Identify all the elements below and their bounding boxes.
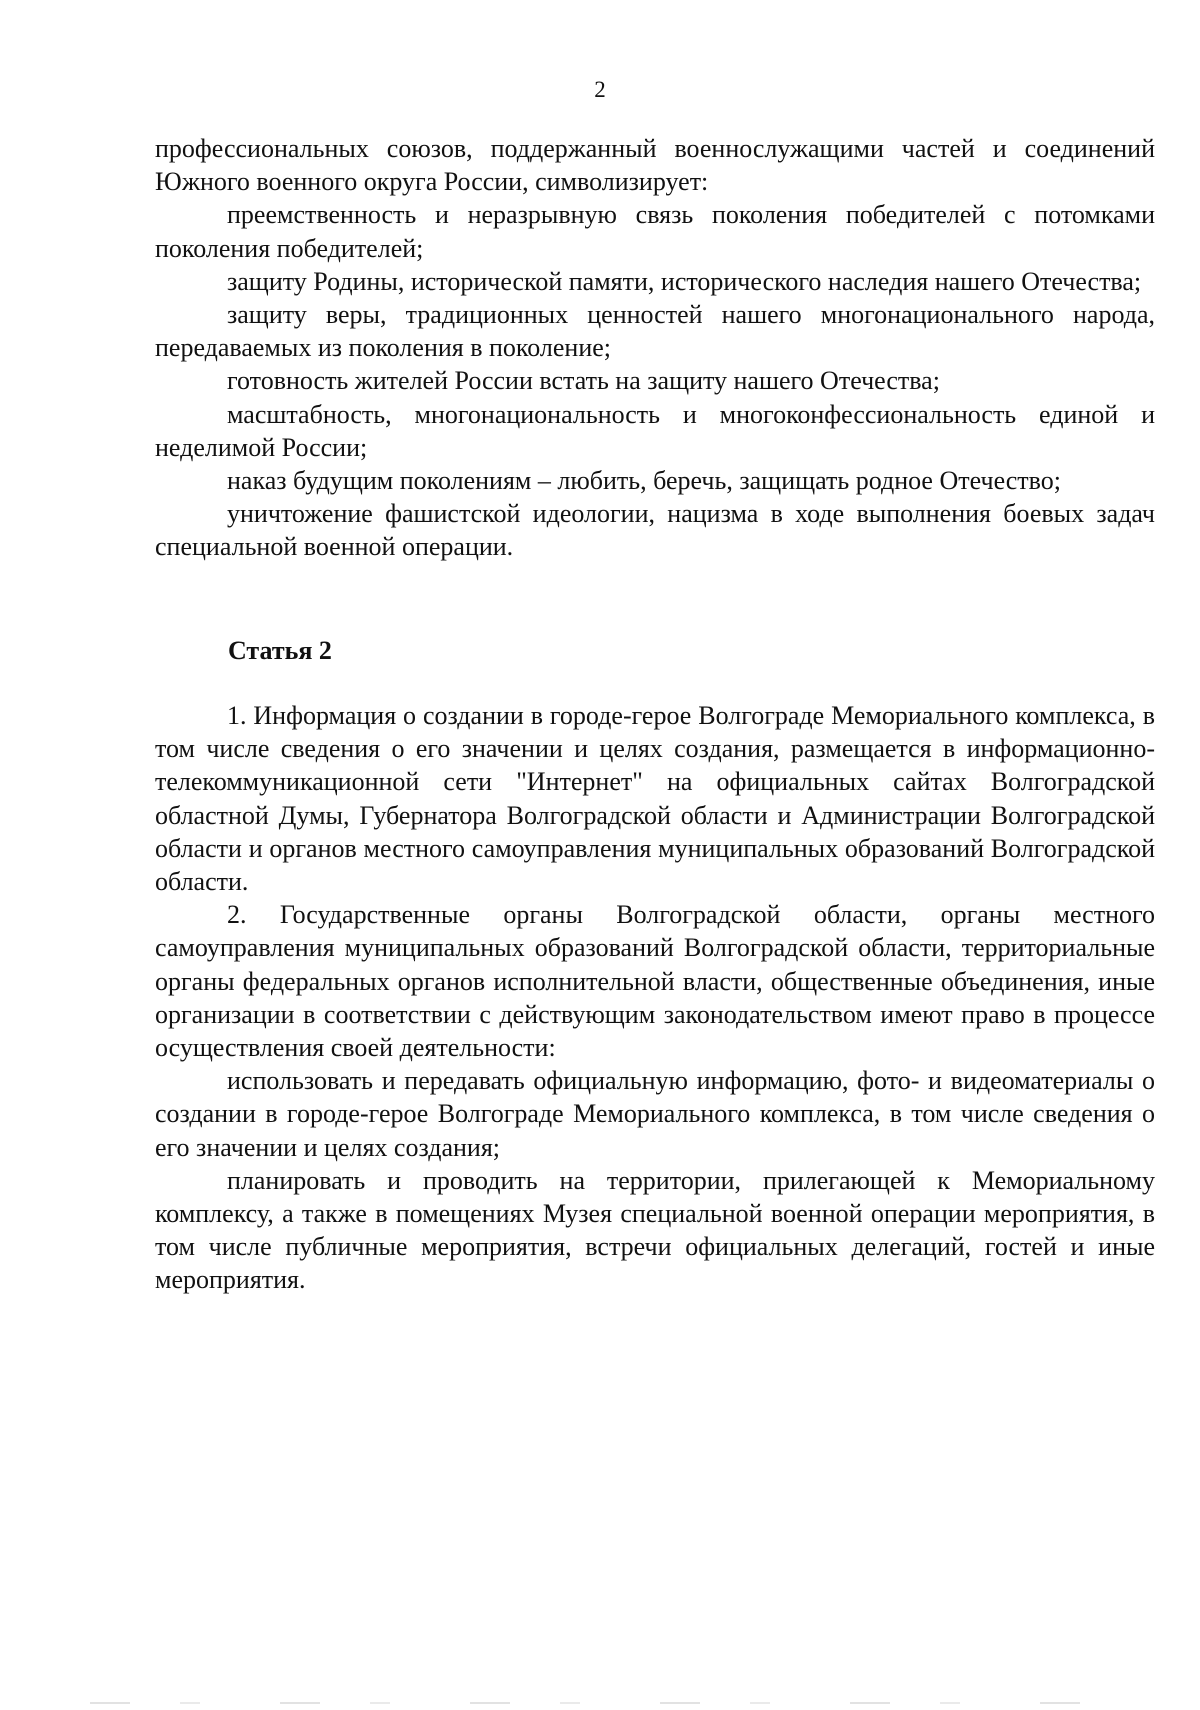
list-item-homeland-defense: защиту Родины, исторической памяти, исторического наследия нашего Отечества; — [227, 266, 1142, 296]
list-item-succession: преемственность и неразрывную связь поколения победителей с потомками поколения победителей; — [155, 200, 1155, 263]
article-2-right-use-materials: использовать и передавать официальную информацию, фото- и видеоматериалы о создании в городе-герое Волгограде Мемориального комплекса, в том числе сведения о его значении и целях создания; — [155, 1066, 1155, 1162]
list-item-unity: масштабность, многонациональность и многоконфессиональность единой и неделимой России; — [155, 399, 1155, 462]
list-item-faith-values: защиту веры, традиционных ценностей нашего многонационального народа, передаваемых из поколения в поколение; — [155, 300, 1155, 363]
paragraph-continuation: профессиональных союзов, поддержанный военнослужащими частей и соединений Южного военного округа России, символизирует: — [155, 134, 1155, 197]
page-number: 2 — [594, 77, 606, 102]
scan-artifact-line — [90, 1702, 1110, 1704]
article-2-body — [155, 699, 1155, 1297]
list-item-readiness: готовность жителей России встать на защиту нашего Отечества; — [227, 366, 940, 396]
list-item-ideology: уничтожение фашистской идеологии, нацизма в ходе выполнения боевых задач специальной военной операции. — [155, 499, 1155, 562]
list-item-mandate: наказ будущим поколениям – любить, беречь, защищать родное Отечество; — [227, 466, 1061, 496]
article-2-right-events: планировать и проводить на территории, прилегающей к Мемориальному комплексу, а также в помещениях Музея специальной военной операции мероприятия, в том числе публичные мероприятия, встречи официальных делегаций, гостей и иные мероприятия. — [155, 1165, 1155, 1295]
article-2-clause-2: 2. Государственные органы Волгоградской области, органы местного самоуправления муниципальных образований Волгоградской области, территориальные органы федеральных органов исполнительной власти, общественные объединения, иные организации в соответствии с действующим законодательством имеют право в процессе осуществления своей деятельности: — [155, 900, 1155, 1063]
article-1-continuation — [155, 132, 1155, 564]
article-2-clause-1: 1. Информация о создании в городе-герое Волгограде Мемориального комплекса, в том числе сведения о его значении и целях создания, размещается в информационно-телекоммуникационной сети "Интернет" на официальных сайтах Волгоградской областной Думы, Губернатора Волгоградской области и Администрации Волгоградской области и органов местного самоуправления муниципальных образований Волгоградской области. — [155, 701, 1155, 897]
article-2-heading: Статья 2 — [228, 636, 332, 665]
